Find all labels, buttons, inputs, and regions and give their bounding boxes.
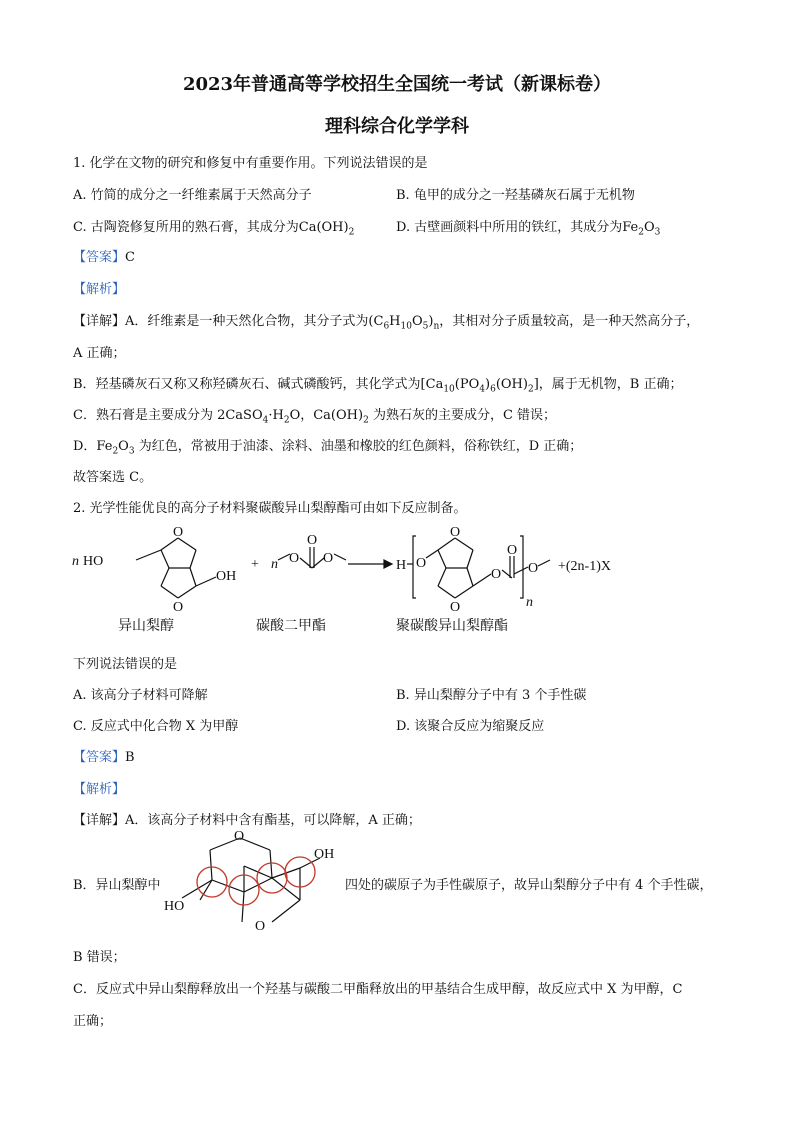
polymer-carbonyl-oxygen: O — [507, 543, 518, 558]
label-isosorbide: 异山梨醇 — [118, 618, 174, 634]
oh-group-1: OH — [216, 569, 237, 584]
reaction-arrow — [348, 560, 392, 568]
q1-detail-b: B．羟基磷灰石又称又称羟磷灰石、碱式磷酸钙，其化学式为$[Ca_{10}(PO_4)_6(OH)_2]$，属于无机物，B 正确； — [73, 377, 683, 395]
q1-option-a: A. 竹简的成分之一纤维素属于天然高分子 — [73, 188, 312, 203]
q2-option-d: D. 该聚合反应为缩聚反应 — [396, 719, 545, 734]
ring-oxygen-2: O — [173, 600, 184, 615]
ring-oxygen-1: O — [173, 525, 184, 540]
q1-stem: 1. 化学在文物的研究和修复中有重要作用。下列说法错误的是 — [73, 156, 428, 171]
answer-tag: 【答案】 — [73, 750, 126, 765]
byproduct-term: +(2n-1)X — [558, 559, 611, 574]
q2-detail-b-pre: B．异山梨醇中 — [73, 878, 161, 893]
answer-tag: 【答案】 — [73, 250, 126, 265]
q1-option-b: B. 龟甲的成分之一羟基磷灰石属于无机物 — [396, 188, 635, 203]
h-terminal: H — [396, 558, 407, 573]
n-coefficient-1: n — [72, 554, 79, 569]
q2-detail-c-cont: 正确； — [73, 1014, 113, 1029]
q1-detail-c: C．熟石膏是主要成分为 $2CaSO_4\cdot H_2O$，$Ca(OH)_2$ 为熟石灰的主要成分，C 错误； — [73, 408, 557, 426]
label-dimethyl-carbonate: 碳酸二甲酯 — [256, 618, 326, 634]
polymer-oxygen-2: O — [491, 567, 502, 582]
page-title: 2023年普通高等学校招生全国统一考试（新课标卷） — [182, 74, 612, 95]
ester-oxygen-2: O — [323, 551, 334, 566]
page-subtitle: 理科综合化学学科 — [325, 116, 469, 137]
q2-stem: 2. 光学性能优良的高分子材料聚碳酸异山梨醇酯可由如下反应制备。 — [73, 501, 467, 516]
top-oxygen: O — [234, 829, 245, 844]
q1-detail-a: 【详解】A．纤维素是一种天然化合物，其分子式为$(C_6H_{10}O_5)_n$，其相对分子质量较高，是一种天然高分子， — [73, 314, 700, 332]
ester-oxygen-1: O — [289, 551, 300, 566]
q2-question: 下列说法错误的是 — [73, 657, 178, 672]
bottom-oxygen: O — [255, 919, 266, 934]
n-subscript: n — [526, 595, 533, 610]
q1-conclusion: 故答案选 C。 — [73, 470, 153, 485]
q1-option-d: D. 古壁画颜料中所用的铁红，其成分为$Fe_2O_3$ — [396, 220, 661, 238]
polymer-oxygen-3: O — [528, 561, 539, 576]
q1-option-c: C. 古陶瓷修复所用的熟石膏，其成分为$Ca(OH)_2$ — [73, 220, 355, 238]
q2-option-c: C. 反应式中化合物 X 为甲醇 — [73, 719, 239, 734]
n-coefficient-2: n — [271, 557, 278, 572]
oh-group-2: OH — [314, 847, 335, 862]
q2-detail-b-end: B 错误； — [73, 950, 126, 965]
ho-group-2: HO — [164, 899, 185, 914]
q1-detail-d: D．$Fe_2O_3$ 为红色，常被用于油漆、涂料、油墨和橡胶的红色颜料，俗称铁红，D 正确； — [73, 439, 583, 457]
q1-answer: 【答案】C — [73, 250, 135, 265]
q2-analysis-tag: 【解析】 — [73, 782, 126, 797]
q2-option-b: B. 异山梨醇分子中有 3 个手性碳 — [396, 688, 587, 703]
q2-option-a: A. 该高分子材料可降解 — [73, 688, 208, 703]
q1-analysis-tag: 【解析】 — [73, 282, 126, 297]
q2-detail-a: 【详解】A．该高分子材料中含有酯基，可以降解，A 正确； — [73, 813, 421, 828]
isosorbide-chiral-diagram — [160, 828, 340, 938]
ho-group-1: HO — [83, 554, 104, 569]
carbonyl-oxygen: O — [307, 533, 318, 548]
polymer-oxygen-1: O — [416, 556, 427, 571]
q1-detail-a-cont: A 正确； — [73, 346, 126, 361]
q2-detail-c: C．反应式中异山梨醇释放出一个羟基与碳酸二甲酯释放出的甲基结合生成甲醇，故反应式中 X 为甲醇，C — [73, 982, 683, 997]
label-polymer: 聚碳酸异山梨醇酯 — [396, 618, 508, 634]
q2-answer: 【答案】B — [73, 750, 135, 765]
isosorbide-structure — [136, 538, 216, 598]
polymer-ring-oxygen-1: O — [450, 525, 461, 540]
reaction-scheme — [66, 522, 706, 642]
polymer-ring-oxygen-2: O — [450, 600, 461, 615]
q2-detail-b-post: 四处的碳原子为手性碳原子，故异山梨醇分子中有 4 个手性碳， — [345, 878, 713, 893]
plus-sign: + — [251, 557, 259, 572]
